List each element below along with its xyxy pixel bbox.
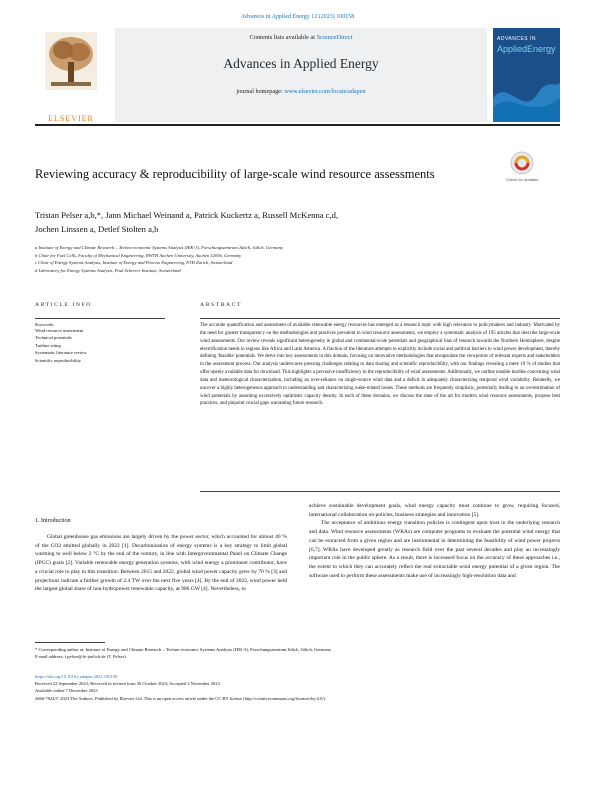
journal-header	[35, 28, 560, 122]
keyword: Technical potentials	[35, 335, 72, 341]
body-right-column	[309, 502, 560, 580]
available-online: Available online 7 December 2023	[35, 688, 98, 694]
email-note[interactable]: E-mail address: t.pelser@fz-juelich.de (T. Pelser).	[35, 654, 127, 660]
badge-label: Check for updates	[505, 177, 539, 182]
homepage-line	[115, 88, 487, 95]
cover-art	[493, 68, 560, 122]
publication-info	[35, 673, 560, 702]
authors-line-2: Jochen Linssen a, Detlef Stolten a,b	[35, 224, 159, 234]
abstract-heading: ABSTRACT	[200, 302, 243, 308]
sciencedirect-link[interactable]: ScienceDirect	[316, 34, 353, 41]
journal-cover[interactable]	[493, 28, 560, 122]
affiliation-c: c Chair of Energy Systems Analysis, Institute of Energy and Process Engineering, ETH Zurich, Switzerland	[35, 260, 233, 265]
article-title: Reviewing accuracy & reproducibility of large-scale wind resource assessments	[35, 167, 435, 181]
article-info-heading: ARTICLE INFO	[35, 302, 92, 308]
contents-prefix: Contents lists available at	[249, 34, 317, 41]
keyword: Wind resource assessment	[35, 328, 84, 333]
license-note: 2666-7924/© 2023 The Authors. Published by Elsevier Ltd. This is an open access article under the CC BY license (http://creativecommons.org/licenses/by/4.0/).	[35, 695, 327, 701]
cover-line2: AppliedEnergy	[497, 44, 556, 54]
abstract-end-rule	[200, 491, 560, 492]
keywords-label: Keywords:	[35, 322, 55, 327]
contents-line	[115, 34, 487, 41]
journal-banner	[115, 28, 487, 122]
article-info-rule	[35, 318, 165, 319]
affiliations	[35, 244, 555, 274]
keyword: Turbine siting	[35, 342, 61, 348]
body-paragraph: The acceptance of ambitious energy transition policies is contingent upon trust in the underlying research and data. Wind resource assessments (WRAs) are computer programs to evaluate the potential wind energy that can be extracted from a given region and are instrumental in determining the feasibility of wind power projects [6,7]. WRAs have developed greatly as research field over the past several decades and play an increasingly important role in the public sphere. As a result, there is increased focus on the accuracy of these approaches i.e., the extent to which they can accurately reflect the real extractable wind energy potential of a given region. The software used to perform these assessments make use of increasingly high-resolution data and	[309, 520, 560, 579]
journal-title: Advances in Applied Energy	[223, 56, 379, 71]
section-title: 1. Introduction	[35, 518, 71, 524]
received-dates: Received 22 September 2023; Received in revised form 30 October 2023; Accepted 3 November 2023	[35, 681, 220, 687]
author-list	[35, 208, 435, 236]
cover-line1: ADVANCES IN	[497, 36, 537, 42]
abstract-text: The accurate quantification and assessment of available renewable energy resources has emerged as a research topic with high relevance to policymakers and industry. Motivated by the need for greater transparency on the methodologies and practices prevalent in wind resource assessments, we employ a systematic analysis of 195 articles that describe large-scale wind assessments. Our review reveals significant heterogeneity in global and continental-scale potentials and geographical bias of research towards the Northern Hemisphere, despite electrification needs in regions like Africa and Latin America. A fraction of the literature attempts to explicitly include social and political barriers to wind power development, thereby defining 'feasible' potentials. We delve into key assessments in this domain, focusing on innovative methodologies that encapsulate the viewpoints of relevant experts and stakeholders in the assessment process. Our analysis underscores pressing challenges relating to data sharing and scientific reproducibility, with our findings revealing a mere 10 % of studies that offer openly available data for download. This highlights a pervasive insufficiency in the reproducibility of wind assessments. Additionally, we outline notable hurdles concerning wind data and meteorological characterization, including an over-reliance on single-source wind data and a deficit in adequately characterizing temporal wind variability. Relatedly, we uncover a highly heterogeneous approach to understanding and characterizing wake-related losses. These methods are frequently simplistic, potentially leading to an overestimation of wind potentials by assuming excessively optimistic capacity density. In each of these domains, we discuss the state of the art for modern wind resource assessments, propose best practices, and pinpoint crucial gaps warranting future research.	[200, 323, 560, 407]
body-paragraph: achieve sustainable development goals, wind energy capacity must continue to grow, requiring focused, international collaboration on policies, business strategies and innovation [5].	[309, 503, 560, 518]
tree-icon	[45, 32, 97, 90]
body-paragraph: Global greenhouse gas emissions are largely driven by the power sector, which accounted for almost 40 % of the CO2 emitted globally in 2022 [1]. Decarbonisation of energy systems is a key strategy to limit global warming to well below 2 °C by the end of the century, in line with Intergovernmental Panel on Climate Change (IPCC) goals [2]. Variable renewable energy generation systems, with wind energy a prominent contributor, have a crucial role to play in this transition. Between 2015 and 2022, global wind power capacity grew by 70 % [3] and projections indicate a further growth of 2.4 TW over the next five years [4]. By the end of 2022, wind power held the largest global share of non-hydropower renewable capacity, at 906 GW [4]. Nevertheless, to	[35, 534, 287, 593]
affiliation-d: d Laboratory for Energy Systems Analysis, Paul Scherrer Institute, Switzerland	[35, 267, 181, 273]
keyword: Scientific reproducibility	[35, 357, 82, 363]
keyword: Systematic literature review	[35, 350, 87, 356]
keywords-block	[35, 322, 87, 364]
affiliation-b: b Chair for Fuel Cells, Faculty of Mechanical Engineering, RWTH Aachen University, Aachen 52056, Germany	[35, 252, 242, 258]
footnote	[35, 646, 560, 661]
check-for-updates-icon[interactable]	[505, 150, 539, 190]
publisher-name: ELSEVIER	[48, 114, 94, 123]
corresponding-author-note: * Corresponding author at: Institute of Energy and Climate Research – Techno-economic Systems Analysis (IEK-3), Forschungszentrum Jülich, Jülich, Germany.	[35, 647, 332, 652]
header-rule	[35, 124, 560, 126]
journal-reference[interactable]: Advances in Applied Energy 12 (2023) 100158	[240, 14, 355, 20]
footnote-rule	[35, 642, 105, 643]
authors-line-1: Tristan Pelser a,b,*, Jann Michael Weinand a, Patrick Kuckertz a, Russell McKenna c,d,	[35, 210, 339, 220]
homepage-prefix: journal homepage:	[236, 88, 285, 95]
elsevier-logo[interactable]	[35, 28, 107, 122]
affiliation-a: a Institute of Energy and Climate Research – Techno-economic Systems Analysis (IEK-3), Forschungszentrum Jülich, Jülich, Germany	[35, 245, 283, 250]
abstract-rule	[200, 318, 560, 319]
homepage-link[interactable]: www.elsevier.com/locate/adapen	[284, 88, 366, 95]
doi-link[interactable]: https://doi.org/10.1016/j.adapen.2023.100158	[35, 674, 118, 679]
body-left-column	[35, 533, 287, 594]
